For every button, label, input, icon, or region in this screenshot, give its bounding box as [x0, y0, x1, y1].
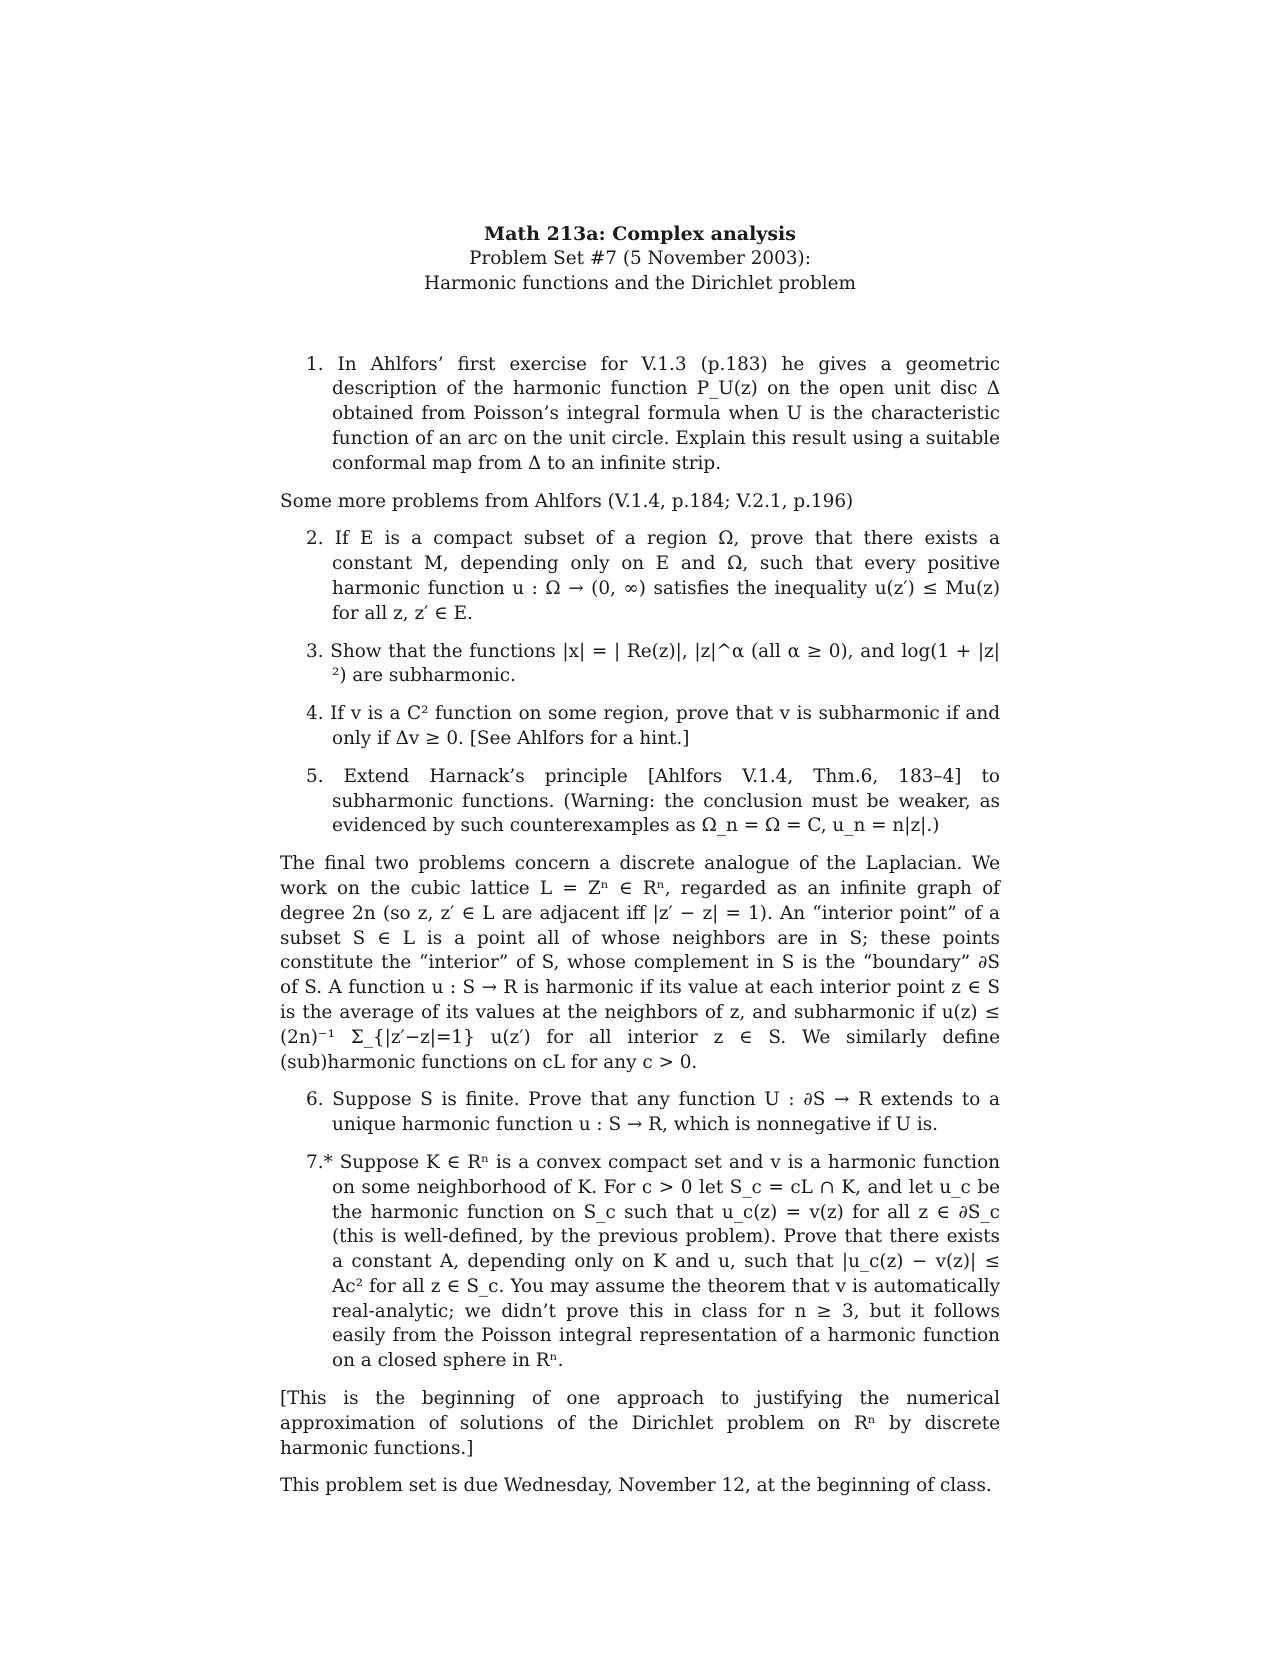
header: [280, 222, 1000, 297]
problem-5: 5. Extend Harnack’s principle [Ahlfors V.1.4, Thm.6, 183–4] to subharmonic functions. (Warning: the conclusion must be weaker, as evidenced by such counterexamples as Ω_n = Ω = C, u_n = n|z|.): [306, 765, 1000, 837]
course-title: Math 213a: Complex analysis: [484, 223, 796, 245]
problem-set-date: Problem Set #7 (5 November 2003):: [469, 248, 811, 269]
problem-6: 6. Suppose S is finite. Prove that any function U : ∂S → R extends to a unique harmonic function u : S → R, which is nonnegative if U is.: [306, 1089, 1000, 1136]
problem-3: 3. Show that the functions |x| = | Re(z)|, |z|^α (all α ≥ 0), and log(1 + |z|²) are subharmonic.: [306, 640, 1000, 687]
paragraph-more-problems: Some more problems from Ahlfors (V.1.4, p.184; V.2.1, p.196): [280, 490, 854, 512]
problem-1: 1. In Ahlfors’ first exercise for V.1.3 (p.183) he gives a geometric description of the harmonic function P_U(z) on the open unit disc Δ obtained from Poisson’s integral formula when U is the characteristic function of an arc on the unit circle. Explain this result using a suitable conformal map from Δ to an infinite strip.: [306, 353, 1000, 474]
problem-7: 7.* Suppose K ∈ Rⁿ is a convex compact set and v is a harmonic function on some neighborhood of K. For c > 0 let S_c = cL ∩ K, and let u_c be the harmonic function on S_c such that u_c(z) = v(z) for all z ∈ ∂S_c (this is well-defined, by the previous problem). Prove that there exists a constant A, depending only on K and u, such that |u_c(z) − v(z)| ≤ Ac² for all z ∈ S_c. You may assume the theorem that v is automatically real-analytic; we didn’t prove this in class for n ≥ 3, but it follows easily from the Poisson integral representation of a harmonic function on a closed sphere in Rⁿ.: [306, 1151, 1000, 1372]
paragraph-discrete-laplacian: The final two problems concern a discrete analogue of the Laplacian. We work on the cubic lattice L = Zⁿ ∈ Rⁿ, regarded as an infinite graph of degree 2n (so z, z′ ∈ L are adjacent iff |z′ − z| = 1). An “interior point” of a subset S ∈ L is a point all of whose neighbors are in S; these points constitute the “interior” of S, whose complement in S is the “boundary” ∂S of S. A function u : S → R is harmonic if its value at each interior point z ∈ S is the average of its values at the neighbors of z, and subharmonic if u(z) ≤ (2n)⁻¹ Σ_{|z′−z|=1} u(z′) for all interior z ∈ S. We similarly define (sub)harmonic functions on cL for any c > 0.: [280, 853, 1000, 1073]
problem-4: 4. If v is a C² function on some region, prove that v is subharmonic if and only if Δv ≥ 0. [See Ahlfors for a hint.]: [306, 703, 1000, 749]
problem-set-topic: Harmonic functions and the Dirichlet problem: [424, 272, 856, 294]
paragraph-due-date: This problem set is due Wednesday, November 12, at the beginning of class.: [280, 1475, 992, 1497]
problem-set-page: [280, 222, 1000, 1512]
problem-2: 2. If E is a compact subset of a region Ω, prove that there exists a constant M, depending only on E and Ω, such that every positive harmonic function u : Ω → (0, ∞) satisfies the inequality u(z′) ≤ Mu(z) for all z, z′ ∈ E.: [306, 528, 1001, 624]
paragraph-remark: [This is the beginning of one approach to justifying the numerical approximation of solutions of the Dirichlet problem on Rⁿ by discrete harmonic functions.]: [280, 1388, 1000, 1459]
